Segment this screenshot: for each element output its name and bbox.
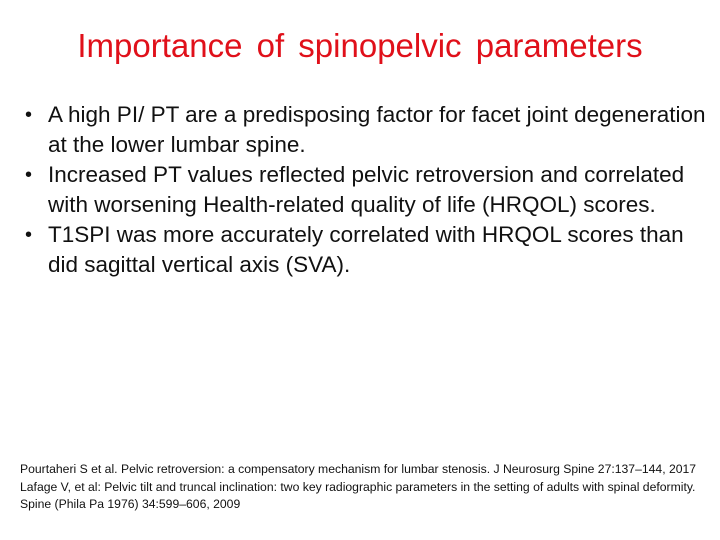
bullet-text: A high PI/ PT are a predisposing factor for facet joint degeneration at the lower lumbar spine.: [48, 102, 706, 157]
reference-1: Pourtaheri S et al. Pelvic retroversion: a compensatory mechanism for lumbar stenosis. J Neurosurg Spine 27:137–144, 2017: [20, 462, 697, 476]
slide-title: Importance of spinopelvic parameters: [77, 27, 643, 64]
bullet-text: T1SPI was more accurately correlated with HRQOL scores than did sagittal vertical axis (SVA).: [48, 222, 684, 277]
bullet-dot-icon: •: [25, 164, 33, 186]
bullet-item: [22, 220, 712, 280]
references: [20, 461, 710, 514]
bullet-dot-icon: •: [25, 224, 33, 246]
bullet-list: [22, 100, 712, 280]
reference-2: Lafage V, et al: Pelvic tilt and truncal inclination: two key radiographic parameters in the setting of adults with spinal deformity. Spine (Phila Pa 1976) 34:599–606, 2009: [20, 479, 696, 511]
bullet-item: [22, 100, 712, 160]
bullet-item: [22, 160, 712, 220]
bullet-dot-icon: •: [25, 104, 33, 126]
bullet-text: Increased PT values reflected pelvic retroversion and correlated with worsening Health-related quality of life (HRQOL) scores.: [48, 162, 685, 217]
